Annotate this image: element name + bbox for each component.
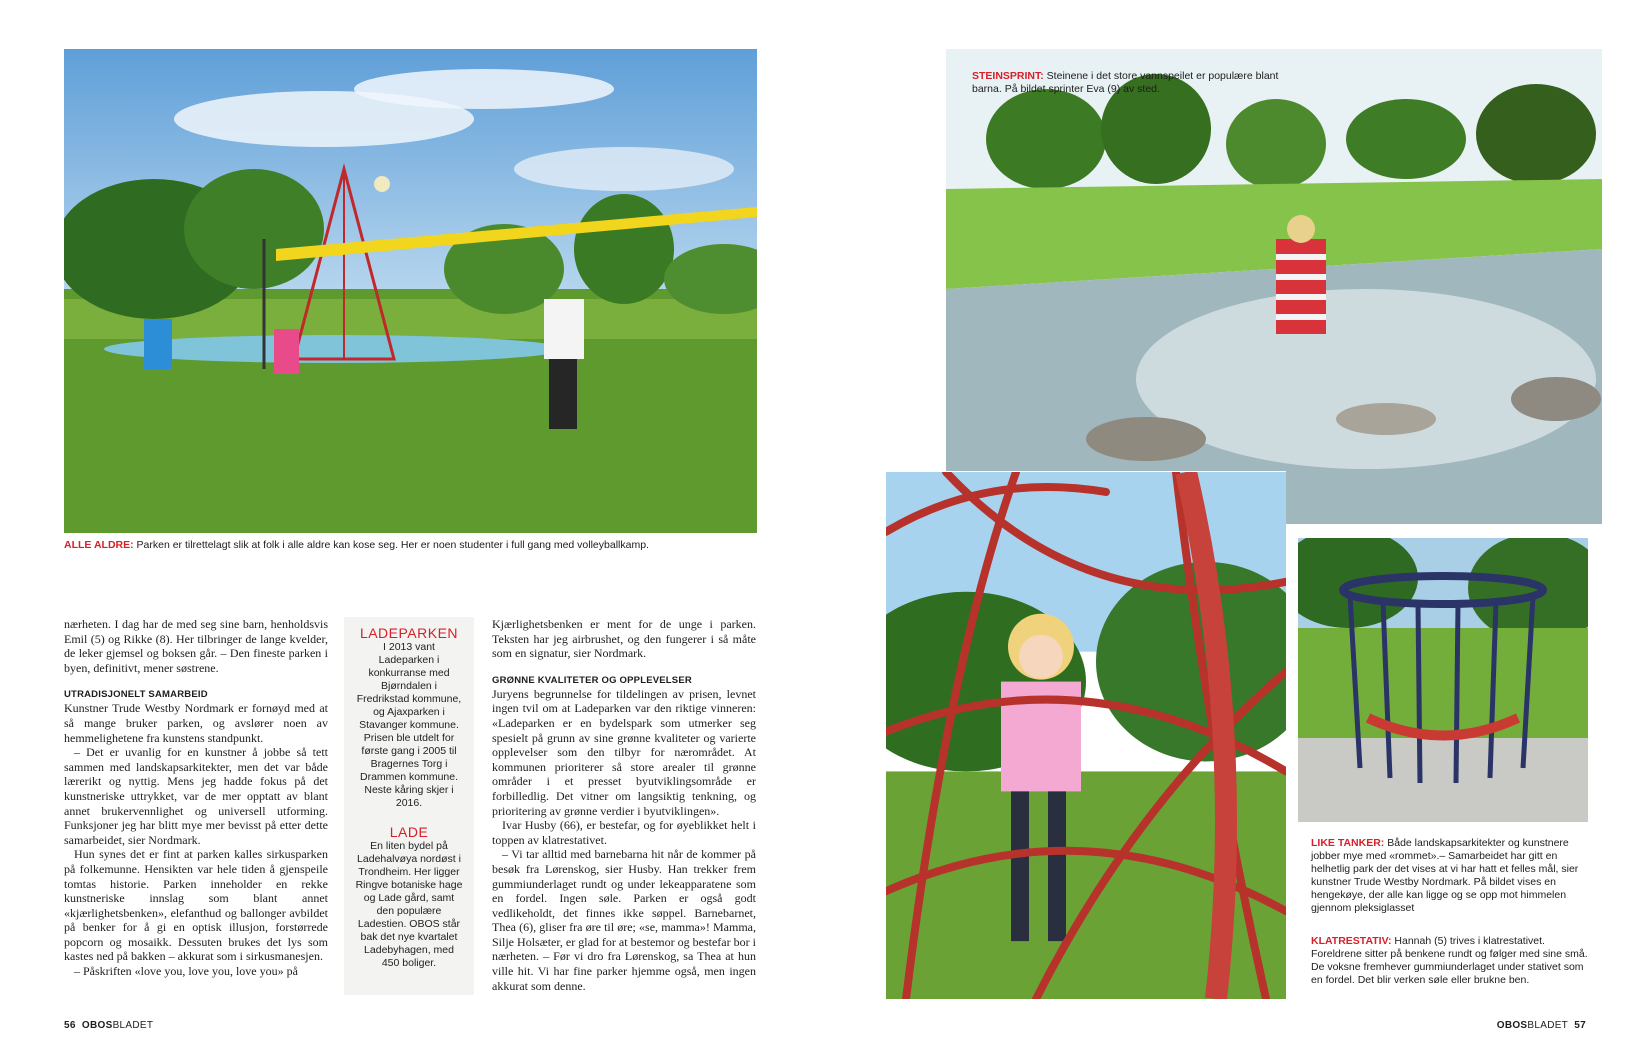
paragraph: Kunstner Trude Westby Nordmark er fornøyd med at så mange bruker parken, og avslører noen av hemmelighetene fra kunstens standpunkt. (64, 701, 328, 745)
caption-like-tanker (1311, 837, 1593, 915)
brand-name-light: BLADET (1527, 1020, 1569, 1031)
factbox-text-lade: En liten bydel på Ladehalvøya nordøst i Trondheim. Her ligger Ringve botaniske hage og Lade gård, samt den populære Ladestien. OBOS står bak det nye kvartalet Ladebyhagen, med 450 boliger. (355, 840, 463, 969)
folio-left (64, 1020, 153, 1031)
paragraph: – Det er uvanlig for en kunstner å jobbe så tett sammen med landskapsarkitekter, men det var både lærerikt og nyttig. Mens jeg hadde fokus på det kunstneriske uttrykket, var de mer opptatt av blant annet brukervennlighet og universell utforming. Funksjoner jeg har blitt mye mer bevisst på etter dette samarbeidet, sier Nordmark. (64, 745, 328, 847)
paragraph: – Påskriften «love you, love you, love you» på (74, 964, 298, 979)
caption-text: Hannah (5) trives i klatrestativet. Foreldrene sitter på benkene rundt og følger med sine små. De voksne fremhever gummiunderlaget under stativet som en fordel. Det blir verken søle eller brukne ben. (1311, 935, 1588, 986)
brand-name-bold: OBOS (1496, 1020, 1528, 1031)
caption-text: Parken er tilrettelagt slik at folk i alle aldre kan kose seg. Her er noen studenter i full gang med volleyballkamp. (133, 539, 649, 551)
subheading: GRØNNE KVALITETER OG OPPLEVELSER (492, 674, 692, 686)
paragraph: Hun synes det er fint at parken kalles sirkusparken på folkemunne. Hensikten var hele tiden å gjenspeile tomtas historie. Parken inneholder en rekke kunstneriske innslag som blant annet «kjærlighetsbenken», elefanthud og ballonger avbildet på benker for å gi en optisk illusjon, forstørrede popcorn og mosaikk. Dessuten brukes det lys som kastes ned på bakken – akkurat som i sirkusmanesjen. (64, 847, 328, 964)
caption-steinsprint (972, 70, 1282, 96)
paragraph: nærheten. I dag har de med seg sine barn, henholdsvis Emil (5) og Rikke (8). Her tilbringer de lange kvelder, de leker gjemsel og boksen går. – Den fineste parken i byen, definitivt, mener søstrene. (64, 617, 328, 675)
paragraph: Kjærlighetsbenken er ment for de unge i parken. Teksten har jeg airbrushet, og den fungerer i så måte som en signatur, sier Nordmark. (492, 617, 756, 661)
factbox (344, 617, 474, 995)
caption-text: Både landskapsarkitekter og kunstnere jobber mye med «rommet».– Samarbeidet har gitt en helhetlig park der det vises at vi har hatt et felles mål, sier kunstner Trude Westby Nordmark. På bildet vises en hengekøye, der alle kan ligge og se opp mot himmelen gjennom pleksiglasset (1311, 837, 1579, 914)
folio-right (1497, 1020, 1586, 1031)
caption-label: STEINSPRINT: (972, 70, 1044, 82)
caption-text: Steinene i det store vannspeilet er populære blant barna. På bildet sprinter Eva (9) av sted. (972, 70, 1279, 95)
factbox-title-lade: LADE (389, 824, 429, 840)
caption-alle-aldre (64, 539, 764, 552)
caption-label: KLATRESTATIV: (1311, 935, 1392, 947)
hammock-structure-photo (1298, 538, 1588, 822)
paragraph: Ivar Husby (66), er bestefar, og for øyeblikket helt i toppen av klatrestativet. (492, 818, 756, 847)
stepping-stones-photo (946, 49, 1602, 524)
climbing-net-photo (886, 471, 1286, 999)
brand-name-light: BLADET (112, 1020, 154, 1031)
paragraph: – Vi tar alltid med barnebarna hit når de kommer på besøk fra Lørenskog, sier Husby. Han trekker frem gummiunderlaget rundt og under lekeapparatene som en fordel. Ingen søle. Parken er også godt vedlikeholdt, det finnes ikke søppel. Barnebarnet, Thea (6), gliser fra øre til øre; «se, mamma»! Mamma, Silje Holsæter, er glad for at bestemor og bestefar bor i nærheten. – Før vi dro fra Lørenskog, sa Thea at hun ville hit. Vi har fine parker hjemme også, men ingen akkurat som denne. (492, 847, 756, 993)
caption-klatrestativ (1311, 935, 1593, 987)
caption-label: LIKE TANKER: (1311, 837, 1385, 849)
volleyball-photo (64, 49, 757, 533)
caption-label: ALLE ALDRE: (64, 539, 134, 551)
factbox-text-ladeparken: I 2013 vant Ladeparken i konkurranse med Bjørndalen i Fredrikstad kommune, og Ajaxparken i Stavanger kommune. Prisen ble utdelt for første gang i 2005 til Bragernes Torg i Drammen kommune. Neste kåring skjer i 2016. (356, 641, 462, 809)
page-number: 56 (64, 1020, 76, 1031)
brand-name-bold: OBOS (81, 1020, 113, 1031)
paragraph: Juryens begrunnelse for tildelingen av prisen, levnet ingen tvil om at Ladeparken var den riktige vinneren: «Ladeparken er en bydelspark som utmerker seg spesielt på grunn av sine grønne kvaliteter og varierte opplevelser som den tilbyr for nærområdet. At kommunen prioriterer så store arealer til grønne områder i et presset byutviklingsområde er forbilledlig. Det vitner om langsiktig tenkning, og prioritering av grønne verdier i byutviklingen». (492, 686, 756, 818)
page-number: 57 (1574, 1020, 1586, 1031)
article-column-3 (492, 617, 756, 993)
factbox-title-ladeparken: LADEPARKEN (359, 625, 459, 641)
article-column-1 (64, 617, 328, 979)
subheading: UTRADISJONELT SAMARBEID (64, 689, 208, 701)
